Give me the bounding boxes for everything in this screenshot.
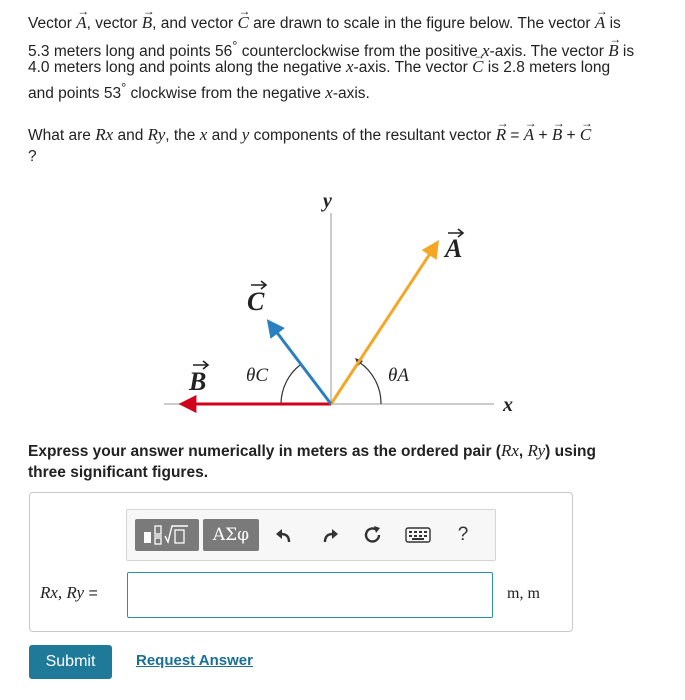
greek-symbols-button[interactable]: ΑΣφ xyxy=(203,519,259,551)
help-button[interactable]: ? xyxy=(457,524,469,545)
vector-c-symbol: → C xyxy=(237,12,248,33)
redo-icon xyxy=(321,527,339,543)
reset-button[interactable] xyxy=(359,522,387,548)
vector-a-symbol: → A xyxy=(595,12,605,33)
templates-icon xyxy=(142,524,192,546)
y-axis-label: y xyxy=(323,190,332,212)
math-toolbar xyxy=(126,509,496,561)
vector-diagram xyxy=(150,185,530,425)
reset-icon xyxy=(363,525,383,545)
redo-button[interactable] xyxy=(316,522,344,548)
undo-button[interactable] xyxy=(270,522,298,548)
vector-a-label: A xyxy=(445,234,463,263)
question-text: What are Rx and Ry, the x and y components of the resultant vector → R = → A + → B + → C ? xyxy=(28,124,658,167)
answer-instructions: Express your answer numerically in meters as the ordered pair (Rx, Ry) using three significant figures. xyxy=(28,441,596,481)
vector-b-label: B xyxy=(189,367,207,396)
theta-c-arc xyxy=(281,365,300,404)
keyboard-icon xyxy=(405,527,431,543)
vector-c-symbol: → C xyxy=(472,56,483,77)
vector-a-arrow xyxy=(331,243,437,404)
vector-b-symbol: → B xyxy=(608,40,618,61)
answer-units: m, m xyxy=(507,585,540,602)
vector-c-arrow xyxy=(269,322,331,404)
vector-c-label: C xyxy=(247,287,265,316)
problem-statement: Vector → A, vector → B, and vector → C are drawn to scale in the figure below. The vector → A is 5.3 meters long and points 56° counterclockwise from the positive x-axis. The vector → B is 4.0 meters long and points along the negative x-axis. The vector → C is 2.8 meters long and points 53° clockwise from the negative x-axis. xyxy=(28,12,658,98)
undo-icon xyxy=(275,527,293,543)
theta-a-arc xyxy=(359,362,381,404)
theta-c-label: θC xyxy=(246,365,269,386)
answer-label: Rx, Ry = xyxy=(40,583,98,602)
x-axis-label: x xyxy=(503,394,513,416)
answer-input[interactable] xyxy=(127,572,493,618)
request-answer-link[interactable]: Request Answer xyxy=(136,652,253,669)
submit-button[interactable]: Submit xyxy=(29,645,112,679)
vector-a-symbol: → A xyxy=(76,12,86,33)
templates-button[interactable] xyxy=(135,519,199,551)
vector-b-symbol: → B xyxy=(142,12,152,33)
keyboard-button[interactable] xyxy=(403,522,433,548)
theta-a-label: θA xyxy=(388,365,409,386)
